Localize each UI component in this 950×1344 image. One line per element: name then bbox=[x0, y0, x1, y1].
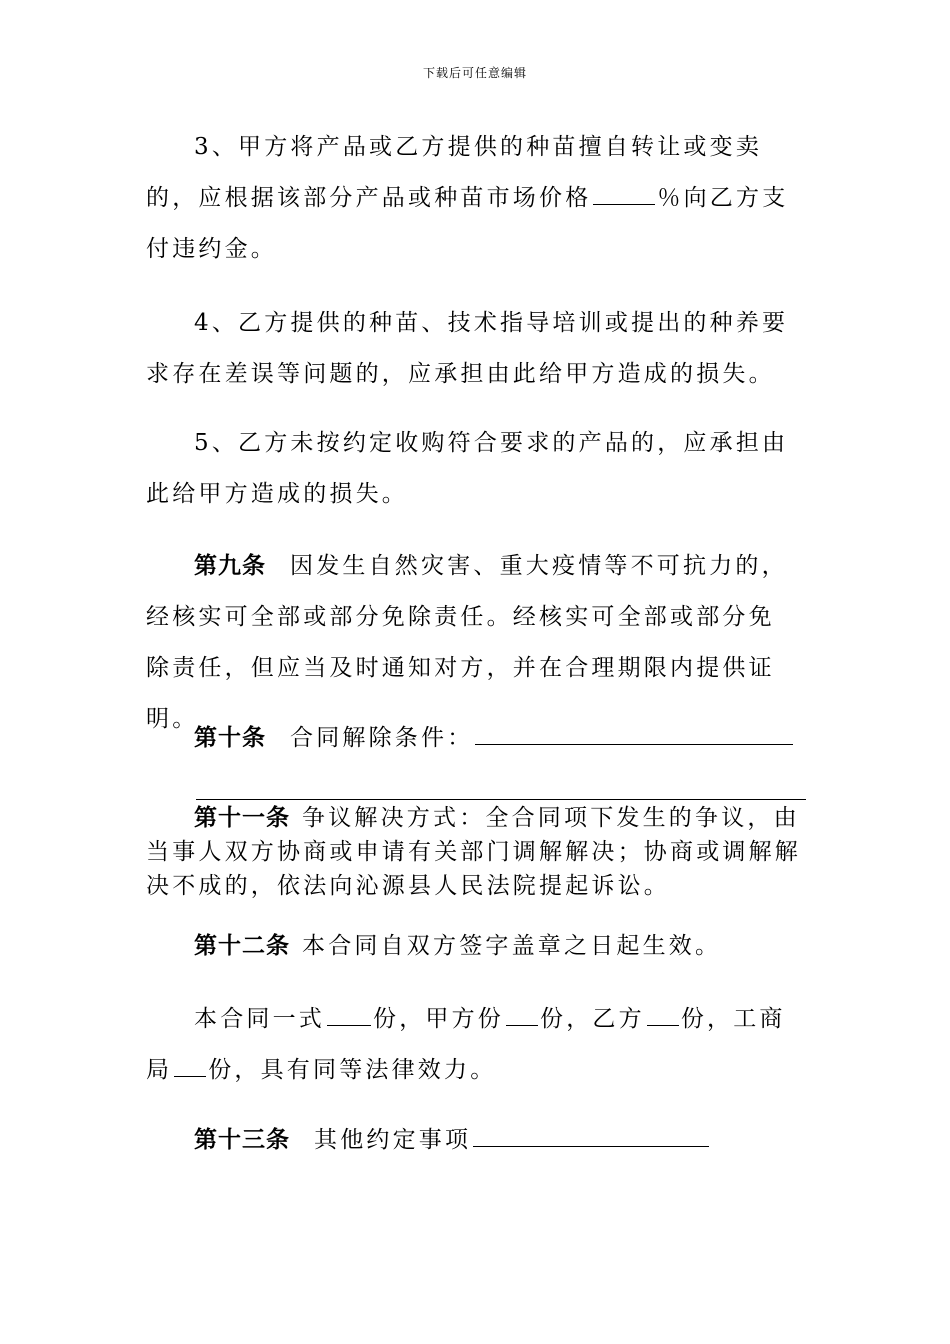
article-13-title: 第十三条 bbox=[194, 1126, 290, 1153]
article-10-title: 第十条 bbox=[194, 724, 266, 751]
fill-blank[interactable] bbox=[174, 1075, 206, 1077]
clause-item-3 bbox=[146, 122, 796, 275]
page-header: 下载后可任意编辑 bbox=[422, 66, 527, 80]
article-13-text: 其他约定事项 bbox=[314, 1127, 472, 1153]
fill-blank[interactable] bbox=[506, 1024, 538, 1026]
article-12 bbox=[146, 920, 796, 972]
fill-blank[interactable] bbox=[473, 1145, 709, 1147]
clause-text: 份，工商局 bbox=[146, 1006, 786, 1083]
fill-blank[interactable] bbox=[475, 743, 793, 745]
article-11-title: 第十一条 bbox=[194, 804, 290, 831]
article-10-text: 合同解除条件： bbox=[290, 725, 474, 751]
clause-text: 份，甲方份 bbox=[373, 1006, 504, 1032]
clause-text: 本合同一式 bbox=[194, 1006, 325, 1032]
clause-item-5: 5、乙方未按约定收购符合要求的产品的，应承担由此给甲方造成的损失。 bbox=[146, 430, 789, 507]
article-9-title: 第九条 bbox=[194, 552, 266, 579]
article-12-title: 第十二条 bbox=[194, 932, 290, 959]
article-11 bbox=[146, 801, 806, 903]
clause-text: 份，乙方 bbox=[540, 1006, 645, 1032]
copies-clause bbox=[146, 994, 796, 1096]
clause-text: 份，具有同等法律效力。 bbox=[208, 1057, 497, 1083]
clause-item-4: 4、乙方提供的种苗、技术指导培训或提出的种养要求存在差误等问题的，应承担由此给甲方造成的损失。 bbox=[146, 310, 789, 387]
fill-blank[interactable] bbox=[647, 1024, 679, 1026]
clause-text: ％向乙方支付违约金。 bbox=[146, 185, 789, 262]
fill-blank[interactable] bbox=[327, 1024, 371, 1026]
article-12-text: 本合同自双方签字盖章之日起生效。 bbox=[302, 933, 722, 959]
article-9-text: 因发生自然灾害、重大疫情等不可抗力的，经核实可全部或部分免除责任。经核实可全部或部分免除责任，但应当及时通知对方，并在合理期限内提供证明。 bbox=[146, 553, 788, 732]
divider-line bbox=[196, 799, 806, 800]
article-13 bbox=[146, 1114, 796, 1166]
article-11-text: 争议解决方式：全合同项下发生的争议，由当事人双方协商或申请有关部门调解解决；协商或调解解决不成的，依法向沁源县人民法院提起诉讼。 bbox=[146, 805, 801, 899]
fill-blank[interactable] bbox=[593, 203, 655, 205]
clause-text: 3、甲方将产品或乙方提供的种苗擅自转让或变卖的，应根据该部分产品或种苗市场价格 bbox=[146, 134, 763, 211]
article-10 bbox=[146, 712, 796, 764]
